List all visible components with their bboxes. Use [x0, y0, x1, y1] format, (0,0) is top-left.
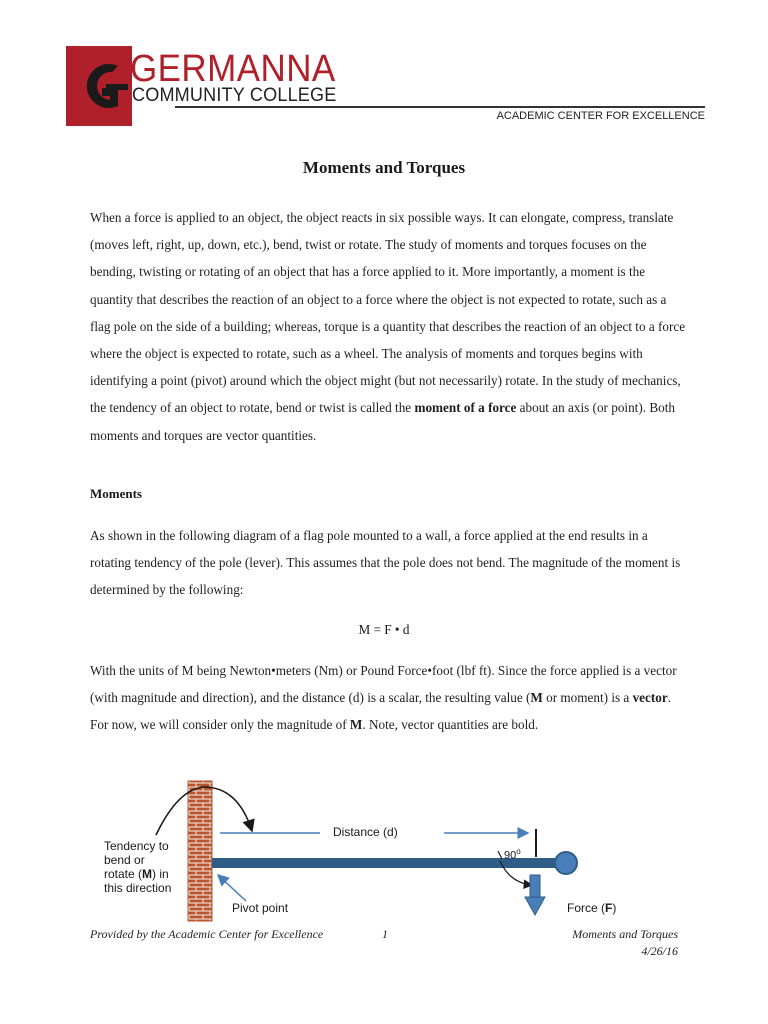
angle-label: 90$^o$ — [504, 847, 521, 862]
pivot-label: Pivot point — [232, 901, 289, 915]
page-title: Moments and Torques — [302, 158, 466, 177]
footer-doc-title: Moments and Torques — [572, 927, 678, 941]
center-label: ACADEMIC CENTER FOR EXCELLENCE — [496, 110, 705, 122]
force-arrow-head — [525, 897, 545, 915]
germanna-logo-icon — [66, 46, 132, 126]
force-arrow-shaft — [530, 875, 540, 897]
intro-paragraph: When a force is applied to an object, the object reacts in six possible ways. It can elongate, compress, translate (moves left, right, up, down, etc.), bend, twist or rotate. The study of moments and torques focuses on the bending, twisting or rotating of an object that has a force applied to it. More importantly, a moment is the quantity that describes the reaction of an object to a force where the object is not expected to rotate, such as a flag pole on the side of a building; whereas, torque is a quantity that describes the reaction of an object to a force where the object is expected to rotate, such as a wheel. The analysis of moments and torques begins with identifying a point (pivot) around which the object might (but not necessarily) rotate. In the study of mechanics, the tendency of an object to rotate, bend or twist is called the moment of a force about an axis (or point). Both moments and torques are vector quantities. — [90, 210, 686, 443]
force-label: Force (F) — [567, 901, 617, 915]
footer-page-number: 1 — [382, 927, 388, 941]
pole-end-ball — [555, 852, 577, 874]
moments-paragraph: As shown in the following diagram of a flag pole mounted to a wall, a force applied at the end results in a rotating tendency of the pole (lever). This assumes that the pole does not bend. The magnitude of the moment is determined by the following: — [90, 528, 681, 598]
units-paragraph: With the units of M being Newton•meters (Nm) or Pound Force•foot (lbf ft). Since the force applied is a vector (with magnitude and direction), and the distance (d) is a scalar, the resulting value (M or moment) is a vector. For now, we will consider only the magnitude of M. Note, vector quantities are bold. — [90, 663, 677, 733]
pivot-arrow — [218, 875, 246, 901]
footer-provider: Provided by the Academic Center for Excellence — [90, 927, 324, 941]
brick-wall — [188, 781, 212, 921]
footer-date: 4/26/16 — [641, 944, 678, 958]
moments-heading: Moments — [90, 486, 142, 501]
brand-name: GERMANNA — [130, 48, 336, 90]
moment-equation: M = F • d — [358, 622, 410, 637]
brand-subtitle: COMMUNITY COLLEGE — [132, 85, 337, 106]
tendency-label: Tendency to bend or rotate (M) in this direction — [104, 839, 172, 895]
header-divider — [175, 106, 705, 108]
distance-label: Distance (d) — [333, 825, 398, 839]
